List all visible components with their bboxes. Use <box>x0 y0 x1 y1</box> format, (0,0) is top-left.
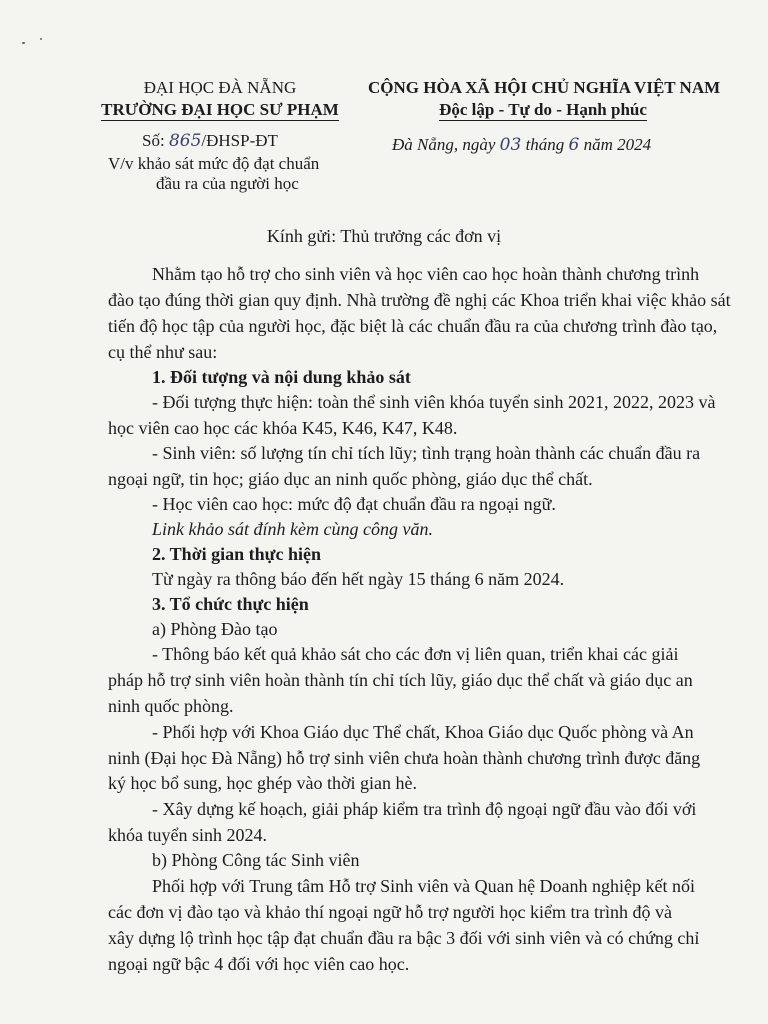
paragraph-line: Nhằm tạo hỗ trợ cho sinh viên và học viên cao học hoàn thành chương trình <box>152 264 700 284</box>
section-heading-3: 3. Tổ chức thực hiện <box>152 594 309 614</box>
section-heading-1: 1. Đối tượng và nội dung khảo sát <box>152 367 411 387</box>
handwritten-number: 865 <box>168 131 202 151</box>
subsection-a: a) Phòng Đào tạo <box>152 619 278 639</box>
section-heading-2: 2. Thời gian thực hiện <box>152 544 321 564</box>
motto <box>368 100 718 120</box>
paragraph-line: - Thông báo kết quả khảo sát cho các đơn vị liên quan, triển khai các giải <box>152 644 679 664</box>
paragraph-line: ký học bổ sung, học ghép vào thời gian hè. <box>108 773 417 793</box>
country-name: CỘNG HÒA XÃ HỘI CHỦ NGHĨA VIỆT NAM <box>368 78 721 97</box>
survey-link-note: Link khảo sát đính kèm cùng công văn. <box>152 519 433 539</box>
paragraph-line: ngoại ngữ, tin học; giáo dục an ninh quốc phòng, giáo dục thể chất. <box>108 469 593 489</box>
paragraph-line: tiến độ học tập của người học, đặc biệt là các chuẩn đầu ra của chương trình đào tạo, <box>108 316 718 336</box>
paragraph-line: - Phối hợp với Khoa Giáo dục Thể chất, Khoa Giáo dục Quốc phòng và An <box>152 722 694 742</box>
paragraph-line: ngoại ngữ bậc 4 đối với học viên cao học. <box>108 954 410 974</box>
paragraph-line: đào tạo đúng thời gian quy định. Nhà trường đề nghị các Khoa triển khai việc khảo sát <box>108 290 731 310</box>
date-line <box>392 135 651 155</box>
paragraph-line: pháp hỗ trợ sinh viên hoàn thành tín chỉ tích lũy, giáo dục thể chất và giáo dục an <box>108 670 693 690</box>
handwritten-day: 03 <box>499 135 522 155</box>
paragraph-line: cụ thể như sau: <box>108 342 218 362</box>
so-suffix: /ĐHSP-ĐT <box>201 131 278 150</box>
school-name-text: TRƯỜNG ĐẠI HỌC SƯ PHẠM <box>101 100 339 119</box>
paragraph-line: - Xây dựng kế hoạch, giải pháp kiểm tra trình độ ngoại ngữ đầu vào đối với <box>152 799 697 819</box>
paragraph-line: Từ ngày ra thông báo đến hết ngày 15 tháng 6 năm 2024. <box>152 569 565 589</box>
paragraph-line: ninh (Đại học Đà Nẵng) hỗ trợ sinh viên chưa hoàn thành chương trình được đăng <box>108 748 701 768</box>
university-name: ĐẠI HỌC ĐÀ NẴNG <box>143 78 297 97</box>
year-label: năm 2024 <box>583 135 652 154</box>
recipient: Kính gửi: Thủ trưởng các đơn vị <box>266 226 502 246</box>
paragraph-line: - Học viên cao học: mức độ đạt chuẩn đầu ra ngoại ngữ. <box>152 494 556 514</box>
scan-speck <box>40 38 42 40</box>
handwritten-month: 6 <box>568 135 580 155</box>
document-number <box>142 131 278 151</box>
paragraph-line: - Sinh viên: số lượng tín chỉ tích lũy; tình trạng hoàn thành các chuẩn đầu ra <box>152 443 701 463</box>
paragraph-line: Phối hợp với Trung tâm Hỗ trợ Sinh viên và Quan hệ Doanh nghiệp kết nối <box>152 876 696 896</box>
paragraph-line: học viên cao học các khóa K45, K46, K47, K48. <box>108 418 458 438</box>
date-prefix: Đà Nẵng, ngày <box>392 135 496 154</box>
month-label: tháng <box>525 135 565 154</box>
paragraph-line: xây dựng lộ trình học tập đạt chuẩn đầu ra bậc 3 đối với sinh viên và có chứng chỉ <box>108 928 700 948</box>
paragraph-line: ninh quốc phòng. <box>108 696 234 716</box>
paragraph-line: các đơn vị đào tạo và khảo thí ngoại ngữ hỗ trợ người học kiểm tra trình độ và <box>108 902 672 922</box>
subsection-b: b) Phòng Công tác Sinh viên <box>152 850 360 870</box>
so-label: Số: <box>142 131 165 150</box>
motto-text: Độc lập - Tự do - Hạnh phúc <box>439 100 647 119</box>
subject-line-1: V/v khảo sát mức độ đạt chuẩn <box>108 154 320 173</box>
paragraph-line: - Đối tượng thực hiện: toàn thể sinh viên khóa tuyển sinh 2021, 2022, 2023 và <box>152 392 716 412</box>
subject-line-2: đầu ra của người học <box>156 174 299 193</box>
school-name <box>86 100 354 120</box>
paragraph-line: khóa tuyển sinh 2024. <box>108 825 267 845</box>
scan-speck <box>22 42 25 44</box>
